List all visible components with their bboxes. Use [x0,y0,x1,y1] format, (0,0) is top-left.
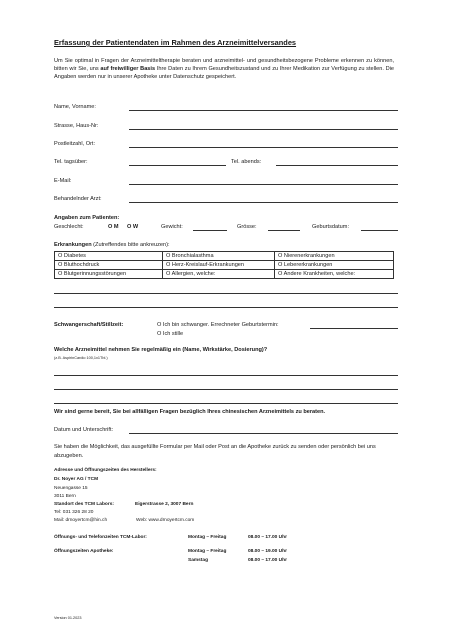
birthdate-field[interactable] [361,230,398,231]
tel-day-field[interactable] [129,165,226,166]
gender-w-option[interactable]: O W [127,224,139,230]
medication-example: (z.B. AspirinCardio 100,1x1Tbl.) [54,356,108,360]
diseases-table [54,251,394,279]
version-label: Version 01.2023 [54,616,82,620]
height-label: Grösse: [237,224,257,230]
email-field[interactable] [129,184,398,185]
due-date-field[interactable] [310,328,398,329]
form-title: Erfassung der Patientendaten im Rahmen des Arzneimittelversandes [54,38,297,47]
diseases-heading-rest: (Zutreffendes bitte ankreuzen): [91,242,170,248]
doctor-field[interactable] [129,202,398,203]
pharmacy-hours-days-2: Samstag [188,558,208,563]
pharmacy-hours-time-2: 08.00 – 17.00 Uhr [248,558,287,563]
disease-diabetes[interactable]: O Diabetes [55,252,163,261]
height-field[interactable] [268,230,300,231]
email-label: E-Mail: [54,178,72,184]
pregnant-option[interactable]: O Ich bin schwanger. Errechneter Geburtstermin: [157,322,279,328]
table-row [55,270,394,279]
manufacturer-street: Neuengasse 15 [54,486,88,491]
tel-evening-label: Tel. abends: [231,159,262,165]
diseases-heading-bold: Erkrankungen [54,242,92,248]
disease-hypertension[interactable]: O Bluthochdruck [55,261,163,270]
disease-asthma[interactable]: O Bronchialasthma [163,252,275,261]
disease-allergies[interactable]: O Allergien, welche: [163,270,275,279]
diseases-notes-line-2[interactable] [54,307,398,308]
diseases-heading [54,242,170,249]
disease-other[interactable]: O Andere Krankheiten, welche: [275,270,394,279]
manufacturer-mail[interactable]: Mail: drnoyertcm@hin.ch [54,518,108,523]
questions-text: Wir sind gerne bereit, Sie bei allfälligen Fragen bezüglich Ihres chinesischen Arzneimittels zu beraten. [54,409,326,415]
disease-coagulation[interactable]: O Blutgerinnungsstörungen [55,270,163,279]
lab-hours-label: Öffnungs- und Telefonzeiten TCM-Labor: [54,535,147,540]
lab-location-label: Standort des TCM Labors: [54,502,114,507]
signature-field[interactable] [129,433,398,434]
intro-text-1: Um Sie optimal in Fragen der Arzneimitteltherapie beraten und arzneimittel- und gesundheitsbezogene Probleme erkennen zu können, bitten wir Sie, uns [54,58,394,72]
manufacturer-tel: Tel: 031 326 28 20 [54,510,94,515]
tel-day-label: Tel. tagsüber: [54,159,88,165]
pregnancy-label: Schwangerschaft/Stillzeit: [54,322,124,328]
intro-paragraph [54,57,394,81]
weight-label: Gewicht: [161,224,183,230]
lab-hours-days: Montag – Freitag [188,535,227,540]
name-field[interactable] [129,110,398,111]
street-label: Strasse, Haus-Nr: [54,123,99,129]
table-row [55,261,394,270]
birthdate-label: Geburtsdatum: [312,224,349,230]
postal-label: Postleitzahl, Ort: [54,141,96,147]
breastfeeding-option[interactable]: O Ich stille [157,331,184,337]
weight-field[interactable] [193,230,227,231]
diseases-notes-line-1[interactable] [54,293,398,294]
gender-label: Geschlecht: [54,224,84,230]
lab-location-address: Eigerstrasse 2, 3007 Bern [135,502,194,507]
postal-field[interactable] [129,147,398,148]
pharmacy-hours-days-1: Montag – Freitag [188,549,227,554]
return-text: Sie haben die Möglichkeit, das ausgefüllte Formular per Mail oder Post an die Apotheke zurück zu senden oder persönlich bei uns abzugeben. [54,444,376,459]
doctor-label: Behandelnder Arzt: [54,196,102,202]
name-label: Name, Vorname: [54,104,96,110]
lab-hours-time: 08.00 – 17.00 Uhr [248,535,287,540]
gender-m-option[interactable]: O M [108,224,119,230]
manufacturer-city: 3011 Bern [54,494,76,499]
intro-text-2: Ihre Daten zu Ihrem Gesundheitszustand und zu Ihrer Medikation zur Verfügung zu stellen. Die Angaben werden nur in unserer Apotheke unter Datenschutz gespeichert. [54,66,394,80]
disease-cardiovascular[interactable]: O Herz-Kreislauf-Erkrankungen [163,261,275,270]
medication-question: Welche Arzneimittel nehmen Sie regelmäßig ein (Name, Wirkstärke, Dosierung)? [54,347,268,353]
table-row [55,252,394,261]
signature-label: Datum und Unterschrift: [54,427,114,433]
medication-line-3[interactable] [54,403,398,404]
medication-line-2[interactable] [54,389,398,390]
pharmacy-hours-time-1: 08.00 – 19.00 Uhr [248,549,287,554]
patient-heading: Angaben zum Patienten: [54,215,120,221]
manufacturer-web[interactable]: Web: www.drnoyertcm.com [136,518,195,523]
disease-liver[interactable]: O Lebererkrankungen [275,261,394,270]
medication-line-1[interactable] [54,375,398,376]
disease-kidney[interactable]: O Nierenerkrankungen [275,252,394,261]
pharmacy-hours-label: Öffnungszeiten Apotheke: [54,549,114,554]
intro-text-bold: auf freiwilliger Basis [100,66,156,72]
manufacturer-heading: Adresse und Öffnungszeiten des Herstellers: [54,468,157,473]
street-field[interactable] [129,129,398,130]
tel-evening-field[interactable] [276,165,398,166]
manufacturer-company: Dr. Noyer AG / TCM [54,477,99,482]
